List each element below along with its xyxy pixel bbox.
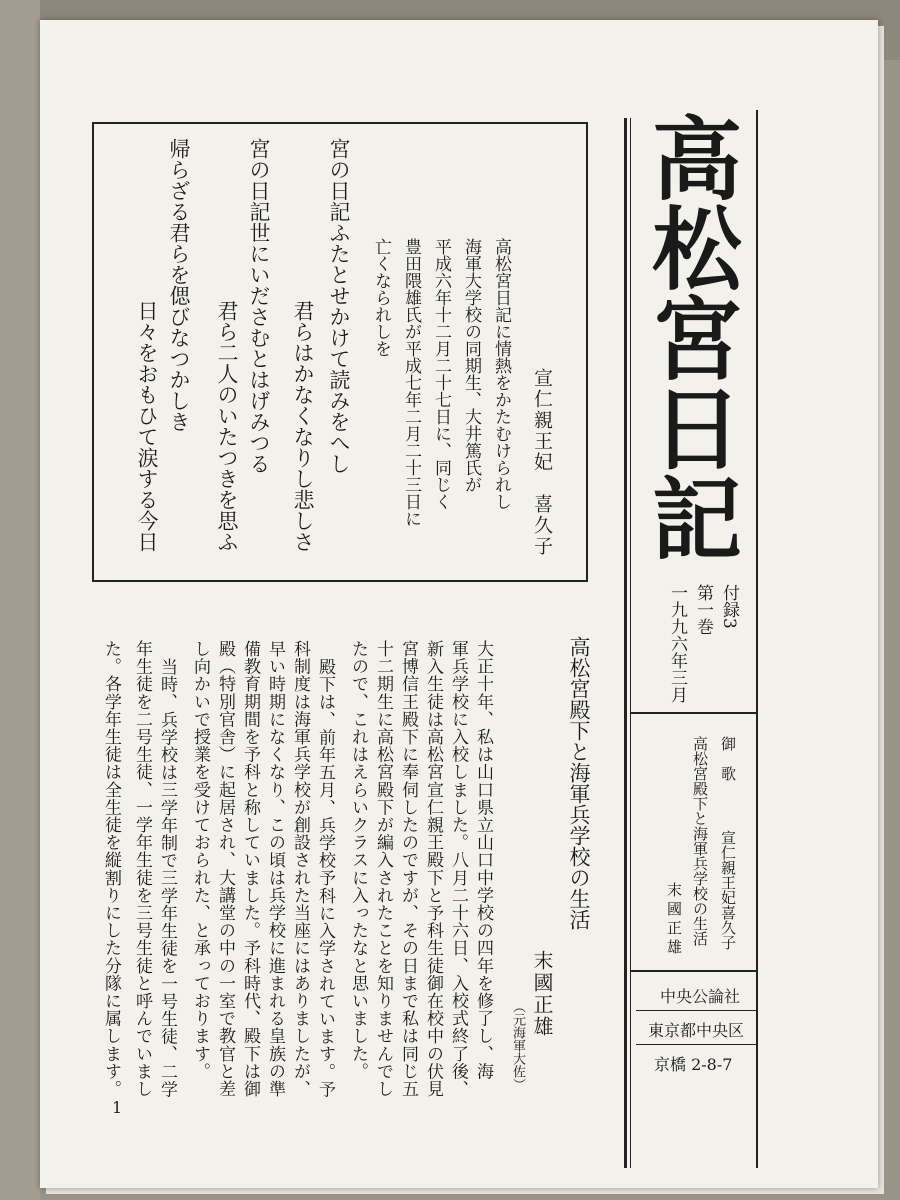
article-body-line: し向かいで授業を受けておられた、と承っております。: [190, 640, 210, 1080]
background-left: [0, 0, 40, 1200]
article-body-line: 軍兵学校に入校しました。八月二十六日、入校式終了後、: [448, 640, 468, 1098]
page-number: 1: [112, 1098, 123, 1117]
article-body-line: 当時、兵学校は三学年制で三学年生徒を一号生徒、二学: [157, 658, 177, 1098]
article-body-line: 宮博信王殿下に奉伺したのですが、その日まで私は同じ五: [398, 640, 418, 1098]
article-body-line: 年生徒を二号生徒、一学年生徒を三号生徒と呼んでいまし: [132, 640, 152, 1098]
poem-preface-line: 亡くなられしを: [371, 238, 391, 357]
toc-article-author: 末國正雄: [665, 882, 683, 958]
masthead-rule-left-thin: [630, 118, 631, 1168]
poem-preface-line: 海軍大学校の同期生、大井篤氏が: [461, 238, 481, 493]
article-body-line: た。各学年生徒は全生徒を縦割りにした分隊に属します。: [101, 640, 121, 1098]
article-body-line: 早い時期になくなり、この頃は兵学校に進まれる皇族の準: [265, 640, 285, 1098]
article-author-note: （元海軍大佐）: [510, 1000, 525, 1091]
article-body-line: たので、これはえらいクラスに入ったなと思いました。: [348, 640, 368, 1080]
toc-song-label: 御 歌: [719, 736, 737, 781]
poem-verse-line: 帰らざる君らを偲びなつかしき: [167, 138, 191, 432]
publisher-rule-1: [636, 1010, 756, 1011]
toc-top-rule: [630, 712, 756, 714]
poem-preface-line: 高松宮日記に情熱をかたむけられし: [491, 238, 511, 510]
poem-verse-line: 宮の日記ふたとせかけて読みをへし: [327, 138, 351, 474]
article-body-line: 殿下は、前年五月、兵学校予科に入学されています。予: [315, 658, 335, 1098]
masthead-rule-right: [756, 110, 758, 1168]
poem-preface-line: 豊田隈雄氏が平成七年二月二十三日に: [401, 238, 421, 527]
article-body-line: 科制度は海軍兵学校が創設された当座にはありましたが、: [290, 640, 310, 1098]
article-body-line: 十二期生に高松宮殿下が編入されたことを知りませんでし: [373, 640, 393, 1098]
publisher-top-rule: [630, 970, 756, 972]
poem-verse-line: 君らはかなくなりし悲しさ: [291, 300, 315, 552]
poem-preface-line: 平成六年十二月二十七日に、同じく: [431, 238, 451, 510]
masthead-rule-left-thick: [624, 118, 627, 1168]
publisher-name: 中央公論社: [660, 987, 741, 1006]
article-body-line: 大正十年、私は山口県立山口中学校の四年を修了し、海: [473, 640, 493, 1080]
article-body-line: 新入生徒は高松宮宣仁親王殿下と予科生徒御在校中の伏見: [423, 640, 443, 1098]
publisher-address-2: 京橋 2-8-7: [654, 1055, 733, 1074]
poem-verse-line: 宮の日記世にいださむとはげみつる: [247, 138, 271, 474]
article-body-line: 備教育期間を予科と称していました。予科時代、殿下は御: [240, 640, 260, 1098]
publisher-address-1: 東京都中央区: [648, 1021, 745, 1040]
supplement-label: 付録3: [719, 584, 739, 629]
poem-verse-line: 君ら二人のいたつきを思ふ: [215, 300, 239, 552]
toc-song-author: 宣仁親王妃喜久子: [719, 830, 737, 950]
poem-verse-line: 日々をおもひて涙する今日: [135, 300, 159, 552]
poem-author: 宣仁親王妃 喜久子: [531, 368, 553, 557]
supplement-date: 一九九六年三月: [667, 584, 687, 703]
page-title: 高松宮日記: [636, 112, 742, 562]
supplement-volume: 第一巻: [693, 584, 713, 635]
toc-article-title: 高松宮殿下と海軍兵学校の生活: [691, 736, 709, 946]
publisher-rule-2: [636, 1044, 756, 1045]
article-body-line: 殿（特別官舎）に起居され、大講堂の中の一室で教官と差: [215, 640, 235, 1098]
article-title: 高松宮殿下と海軍兵学校の生活: [567, 636, 591, 930]
article-author: 末國正雄: [530, 950, 554, 1038]
